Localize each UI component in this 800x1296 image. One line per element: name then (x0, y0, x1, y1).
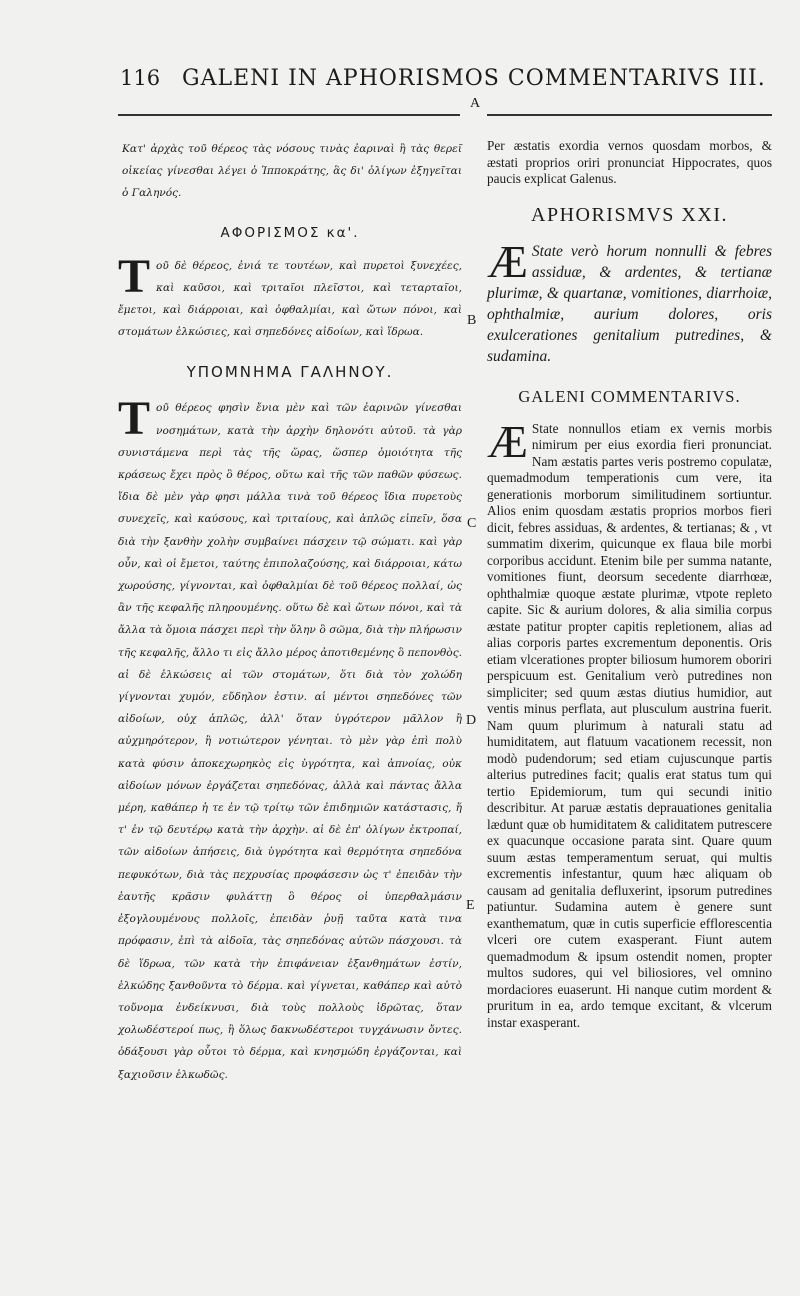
right-column-rule (487, 114, 772, 116)
greek-aphorism-heading: ΑΦΟΡΙΣΜΟΣ κα'. (220, 224, 360, 241)
greek-commentary (118, 392, 462, 1085)
margin-marker-d: D (466, 713, 477, 728)
running-head (120, 66, 766, 96)
greek-aphorism-dropcap: Τ (118, 249, 151, 303)
latin-aphorism-heading: APHORISMVS XXI. (531, 203, 728, 226)
margin-marker-c: C (467, 516, 477, 531)
greek-intro: Κατ' ἀρχὰς τοῦ θέρεος τὰς νόσους τινὰς ἐαριναὶ ἢ τὰς θερεῖ οἰκείας γίνεσθαι λέγει ὁ Ἱπποκράτης, ἃς δι' ὀλίγων ἐξηγεῖται ὁ Γαληνός. (122, 143, 462, 200)
latin-intro: Per æstatis exordia vernos quosdam morbos, & æstati proprios oriri pronunciat Hippocrates, quos paucis explicat Galenus. (487, 138, 772, 186)
greek-commentary-heading: ΥΠΟΜΝΗΜΑ ΓΑΛΗΝΟΥ. (186, 363, 394, 382)
running-title: GALENI IN APHORISMOS COMMENTARIVS III. (182, 66, 766, 91)
latin-column (487, 138, 772, 1031)
greek-aphorism (118, 249, 462, 344)
greek-commentary-text: οῦ θέρεος φησὶν ἔνια μὲν καὶ τῶν ἐαρινῶν γίνεσθαι νοσημάτων, κατὰ τὴν ἀρχὴν δηλονότι αὐτοῦ. τὰ γὰρ συνιστάμενα περὶ τὰς τῆς ὥρας, ὥσπερ ὁμοιότητα τῆς κράσεως ἔχει πρὸς ὃ θέρος, οὕτω καὶ τῆς τῶν παθῶν φύσεως. ἴδια δὲ μὲν γὰρ φησι μάλλα τινὰ τοῦ θέρεος ἴδια πυρετοὺς συνεχεῖς, καὶ καύσους, καὶ τριταίους, καὶ ἁπλῶς εἰπεῖν, ὅσα διὰ τὴν ξανθὴν χολὴν συμβαίνει πάσχειν τῷ σώματι. καὶ γὰρ οὖν, καὶ οἱ ἔμετοι, ταύτης ἐπιπολαζούσης, καὶ διάρροιαι, κάτω χωρούσης, γίγνονται, καὶ ὀφθαλμίαι δὲ τοῦ θέρεος πολλαί, ὡς ἂν τῆς κεφαλῆς πληρουμένης. οὕτω δὲ καὶ ὤτων πόνοι, καὶ τὰ ἄλλα τὰ ὅμοια πάσχει περὶ τὴν ὅλην ὃ σῶμα, διὰ τὴν πλήρωσιν τῆς κεφαλῆς, ἄλλο τι εἰς ἄλλο μέρος ἀποτιθεμένης ὃ πεπονθὸς. αἱ δὲ ἑλκώσεις αἱ τῶν στομάτων, ὅτι διὰ τὸν χολώδη γίγνονται χυμόν, εὔδηλον ἐστιν. αἱ μέντοι σηπεδόνες τῶν αἰδοίων, οὐχ ἁπλῶς, ἀλλ' ὅταν ὑγρότερον μᾶλλον ἢ αὐχμηρότερον, ἢ νοτιώτερον γένηται. τὸ μὲν γὰρ ἐπὶ πολὺ κατὰ φύσιν ἀποκεχωρηκὸς εἰς ὑγρότητα, καὶ ἀπνοίας, οὐκ αἰδοίων μόνων ἐργάζεται σηπεδόνας, ἀλλὰ καὶ πάντας ἄλλα μέρη, καθάπερ ἡ τε ἐν τῷ τρίτῳ τῶν ἐπιδημιῶν κατάστασις, ἥ τ' ἐν τῷ δευτέρῳ κατὰ τὴν ἀρχὴν. αἱ δὲ ἐπ' ὀλίγων ἐκτροπαί, τῶν αἰδοίων ἀπήσεις, διὰ ὑγρότητα καὶ θερμότητα σηπεδόνα πεφυκότων, διὰ τὰς πεχρυσίας προφάσεσιν ὡς τ' ἐπειδὰν τὴν ἑαυτῆς κρᾶσιν φυλάττῃ ὃ θέρος οἱ ὑπερθαλμάσιν ἐξογλουμένους πολλοῖς, ἐπειδὰν ῥυῇ ταῦτα κατὰ τινα πρόφασιν, ἐπὶ τὰ αἰδοῖα, τὰς σηπεδόνας αὐτῶν πάσχουσι. τὰ δὲ ἵδρωα, τῶν κατὰ τὴν ἐπιφάνειαν ἐξανθημάτων ἐστίν, ἑλκώδης ξανθοῦντα τὸ δέρμα. καὶ γίγνεται, καθάπερ καὶ αὐτὸ τοὔνομα ἐνδείκνυσι, διὰ τοὺς πολλοὺς ἱδρῶτας, ὅταν χολωδέστεροί πως, ἢ ὅλως δακνωδέστεροι τυγχάνωσιν ὄντες. ὀδάξουσι γὰρ οὗτοι τὸ δέρμα, καὶ κνησμώδη ἐργάζονται, καὶ ξαχιοῦσιν ἑλκωδῶς. (118, 402, 462, 1081)
margin-marker-a: A (470, 96, 481, 111)
latin-commentary (487, 415, 772, 1032)
page-number: 116 (120, 66, 161, 90)
greek-aphorism-text: οῦ δὲ θέρεος, ἐνιά τε τουτέων, καὶ πυρετοὶ ξυνεχέες, καὶ καῦσοι, καὶ τριταῖοι πλεῖστοι, καὶ τεταρταῖοι, ἔμετοι, καὶ διάρροιαι, καὶ ὀφθαλμίαι, καὶ ὤτων πόνοι, καὶ στομάτων ἑλκώσιες, καὶ σηπεδόνες αἰδοίων, καὶ ἵδρωα. (118, 259, 462, 339)
latin-aphorism-text: State verò horum nonnulli & febres assiduæ, & ardentes, & tertianæ plurimæ, & quartanæ, vomitiones, diarrhoiæ, ophthalmiæ, aurium dolores, oris exulcerationes genitalium putredines, & sudamina. (487, 242, 772, 365)
latin-commentary-dropcap: Æ (487, 415, 528, 467)
latin-commentary-text: State nonnullos etiam ex vernis morbis nimirum per eius exordia fieri pronunciat. Nam æstatis partes veris postremo copulatæ, quemadmodum temperationis cum vere, ita generationis morborum similitudinem sortiuntur. Alios enim quosdam æstatis proprios morbos fieri dicit, febres assiduas, & ardentes, & tertianas; & , vt summatim dixerim, quicunque ex flaua bile morbi corporibus accidunt. Etenim bile per summa natante, vomitiones fiunt, deorsum secedente diarrhœæ, ophthalmiæ quoque æstate plurimæ, vtpote repleto capite. Sic & aurium dolores, & alia similia corpus æstate patitur propter capitis repletionem, alias ad alias corporis partes excrementum deponentis. Oris etiam vlcerationes propter biliosum humorem oboriri perspicuum est. Genitalium verò putredines non simpliciter; sed quum æstas diutius humidior, aut ventis minus perflata, aut plusculum austrina fuerit. Nam quum plurimum à naturali statu ad humiditatem, aut flatuum vacationem recessit, non modò pudendorum; sed etiam cujuscunque partis alterius putredines facit; qualis erat status tum qui tertio Epidemiorum, tum qui secundi initio describitur. At paruæ æstatis deprauationes genitalia lædunt quæ ob humiditatem & caliditatem putrescere ex quacunque occasione parata sint. Quare quum suum æstas temperamentum seruat, qui multis excrementis infestantur, quum hæc aliquam ob causam ad genitalia defluxerint, ipsorum putredines patiuntur. Sudamina autem è genere sunt exanthematum, quæ in cutis superficie efflorescentia vlceri ore cutem exasperant. Fiunt autem quemadmodum & ipsum ostendit nomen, propter multos sudores, qui vel biliosiores, vel omnino mordaciores euaserunt. Hi nanque cutim mordent & pruritum in ea, ardo temque excitant, & vlcerum instar exasperant. (487, 420, 772, 1030)
margin-marker-e: E (466, 898, 475, 913)
latin-aphorism-dropcap: Æ (487, 235, 528, 287)
latin-commentary-heading: GALENI COMMENTARIVS. (518, 386, 741, 406)
greek-column (118, 138, 462, 1086)
margin-marker-b: B (467, 313, 477, 328)
left-column-rule (118, 114, 460, 116)
greek-commentary-dropcap: Τ (118, 392, 151, 446)
latin-aphorism (487, 235, 772, 367)
